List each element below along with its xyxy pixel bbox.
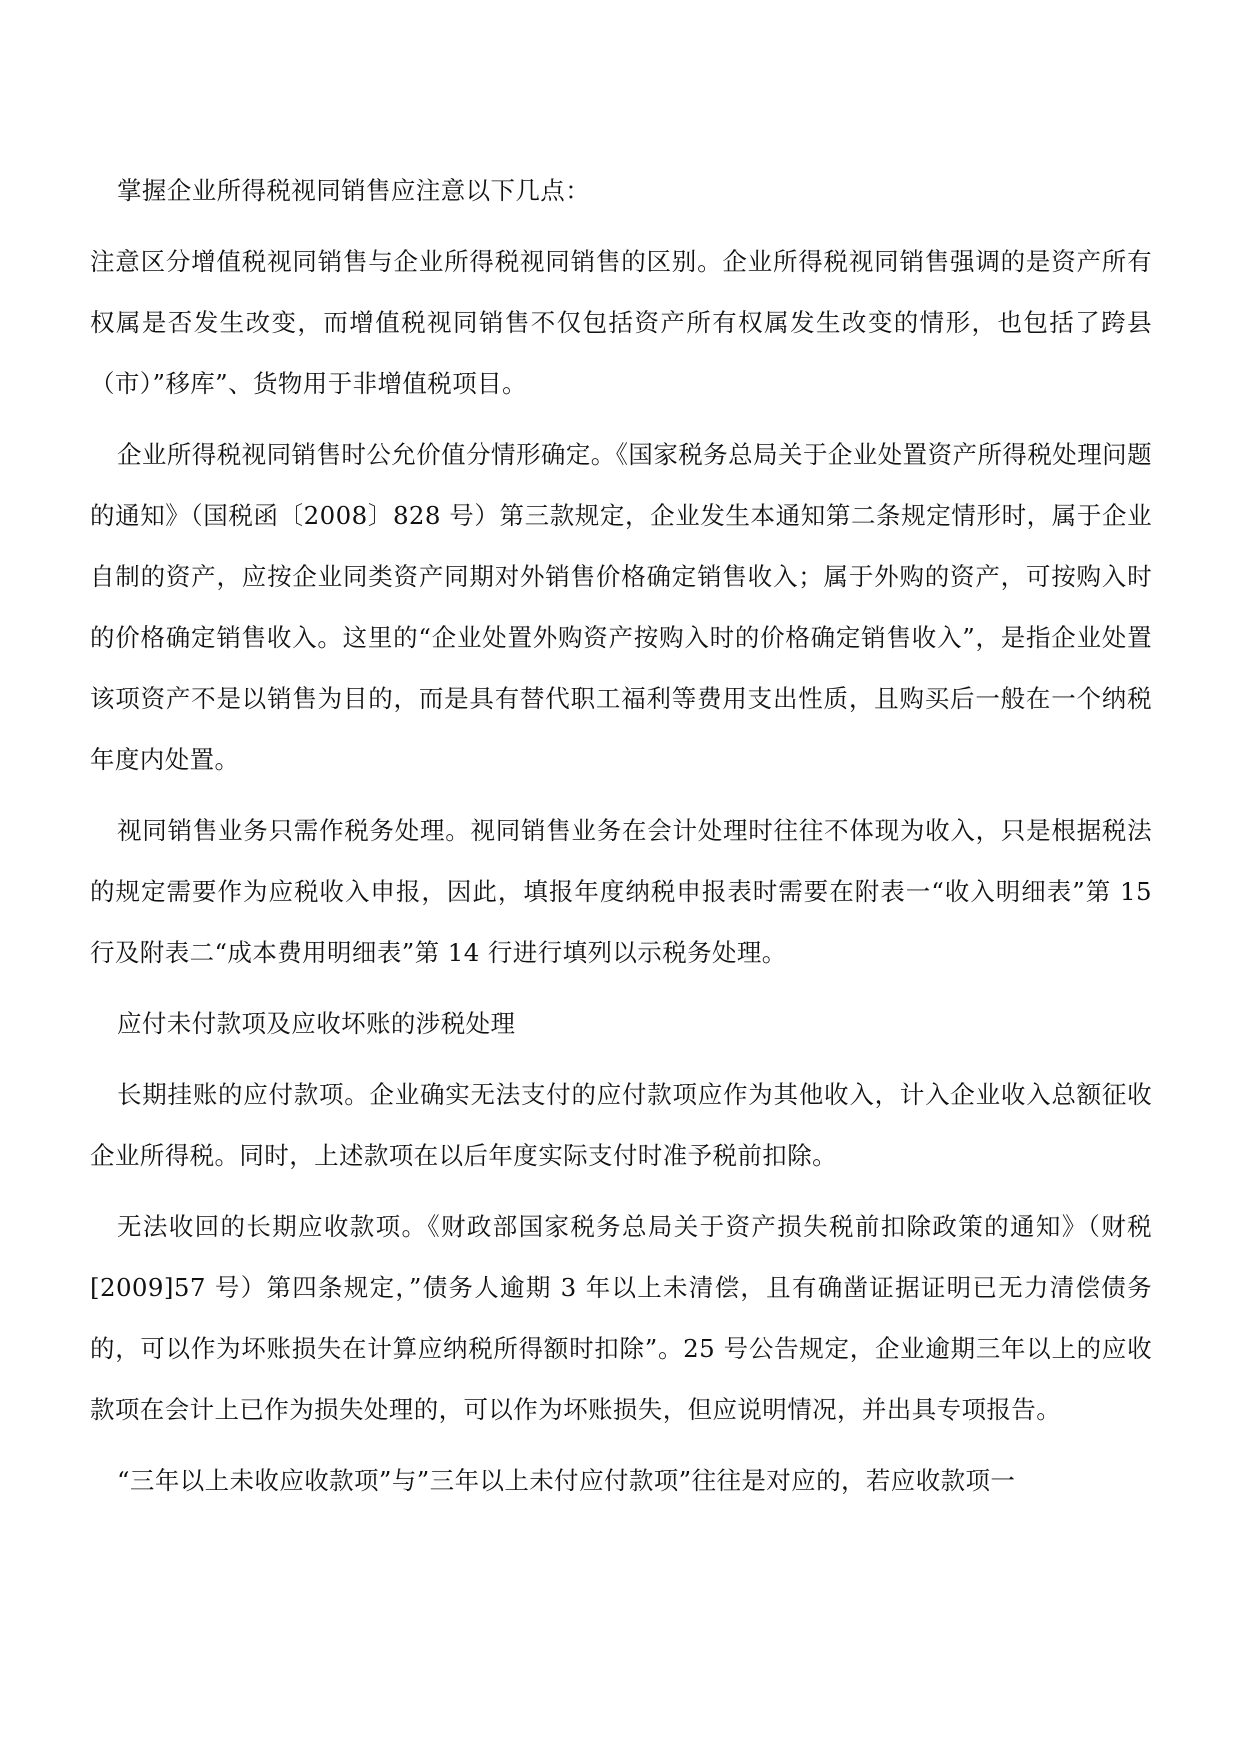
section-heading: 应付未付款项及应收坏账的涉税处理 bbox=[117, 1009, 516, 1038]
paragraph-3: 企业所得税视同销售时公允价值分情形确定。《国家税务总局关于企业处置资产所得税处理问题的通知》（国税函〔2008〕828 号）第三款规定，企业发生本通知第二条规定情形时，属于企业自制的资产，应按企业同类资产同期对外销售价格确定销售收入；属于外购的资产，可按购入时的价格确定销售收入。这里的“企业处置外购资产按购入时的价格确定销售收入”，是指企业处置该项资产不是以销售为目的，而是具有替代职工福利等费用支出性质，且购买后一般在一个纳税年度内处置。 bbox=[90, 440, 1152, 774]
paragraph-1: 掌握企业所得税视同销售应注意以下几点： bbox=[117, 176, 591, 205]
document-page bbox=[90, 160, 1152, 1521]
paragraph-2: 注意区分增值税视同销售与企业所得税视同销售的区别。企业所得税视同销售强调的是资产所有权属是否发生改变，而增值税视同销售不仅包括资产所有权属发生改变的情形，也包括了跨县（市）”移库”、货物用于非增值税项目。 bbox=[90, 247, 1152, 398]
paragraph-7: “三年以上未收应收款项”与”三年以上未付应付款项”往往是对应的，若应收款项一 bbox=[117, 1466, 1016, 1495]
paragraph-6: 无法收回的长期应收款项。《财政部国家税务总局关于资产损失税前扣除政策的通知》（财税[2009]57 号）第四条规定，”债务人逾期 3 年以上未清偿，且有确凿证据证明已无力清偿债务的，可以作为坏账损失在计算应纳税所得额时扣除”。25 号公告规定，企业逾期三年以上的应收款项在会计上已作为损失处理的，可以作为坏账损失，但应说明情况，并出具专项报告。 bbox=[90, 1212, 1152, 1424]
paragraph-5: 长期挂账的应付款项。企业确实无法支付的应付款项应作为其他收入，计入企业收入总额征收企业所得税。同时，上述款项在以后年度实际支付时准予税前扣除。 bbox=[90, 1080, 1152, 1170]
paragraph-4: 视同销售业务只需作税务处理。视同销售业务在会计处理时往往不体现为收入，只是根据税法的规定需要作为应税收入申报，因此，填报年度纳税申报表时需要在附表一“收入明细表”第 15 行及附表二“成本费用明细表”第 14 行进行填列以示税务处理。 bbox=[90, 816, 1152, 967]
